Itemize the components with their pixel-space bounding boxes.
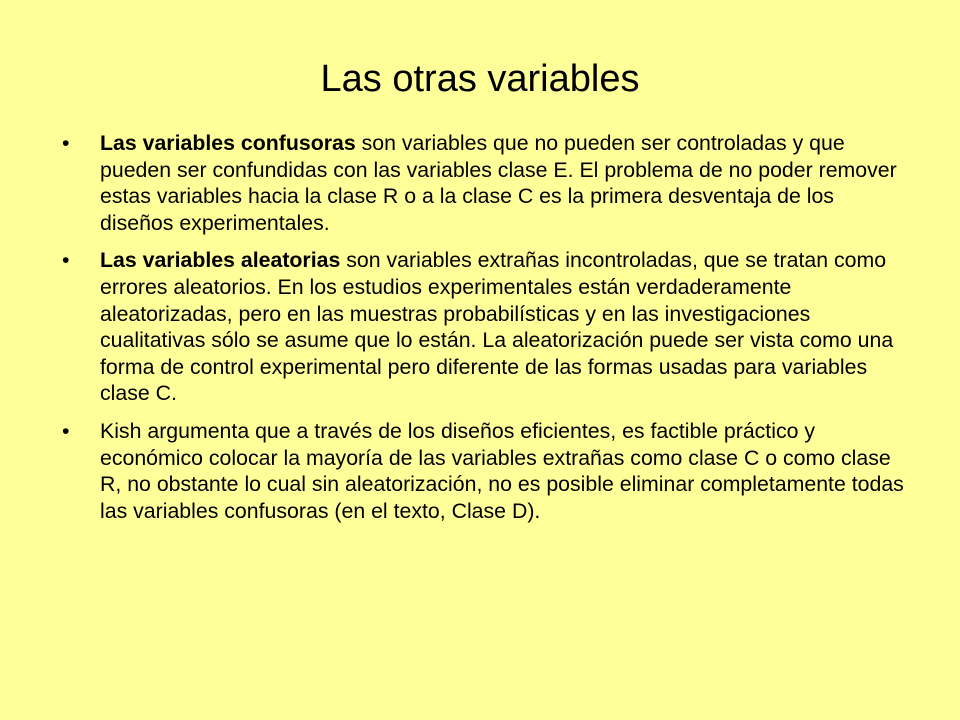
bullet-bold-term: Las variables aleatorias — [100, 248, 341, 273]
bullet-item-confounding-variables — [62, 130, 912, 236]
bullet-dot-icon: • — [62, 131, 70, 155]
bullet-text: Kish argumenta que a través de los diseños eficientes, es factible práctico y económico colocar la mayoría de las variables extrañas como clase C o como clase R, no obstante lo cual sin aleatorización, no es posible eliminar completamente todas las variables confusoras (en el texto, Clase D). — [100, 418, 904, 523]
bullet-text: son variables extrañas incontroladas, que se tratan como errores aleatorios. En los estudios experimentales están verdaderamente aleatorizadas, pero en las muestras probabilísticas y en las investigaciones cualitativas sólo se asume que lo están. La aleatorización puede ser vista como una forma de control experimental pero diferente de las formas usadas para variables clase C. — [100, 248, 894, 406]
bullet-text: son variables que no pueden ser controladas y que pueden ser confundidas con las variables clase E. El problema de no poder remover estas variables hacia la clase R o a la clase C es la primera desventaja de los diseños experimentales. — [100, 131, 897, 235]
bullet-item-kish-argument — [62, 418, 912, 524]
slide-title: Las otras variables — [320, 58, 640, 100]
bullet-dot-icon: • — [62, 418, 70, 443]
bullet-item-random-variables — [62, 247, 912, 407]
bullet-list — [62, 130, 912, 535]
bullet-bold-term: Las variables confusoras — [100, 131, 356, 155]
bullet-dot-icon: • — [62, 248, 70, 273]
